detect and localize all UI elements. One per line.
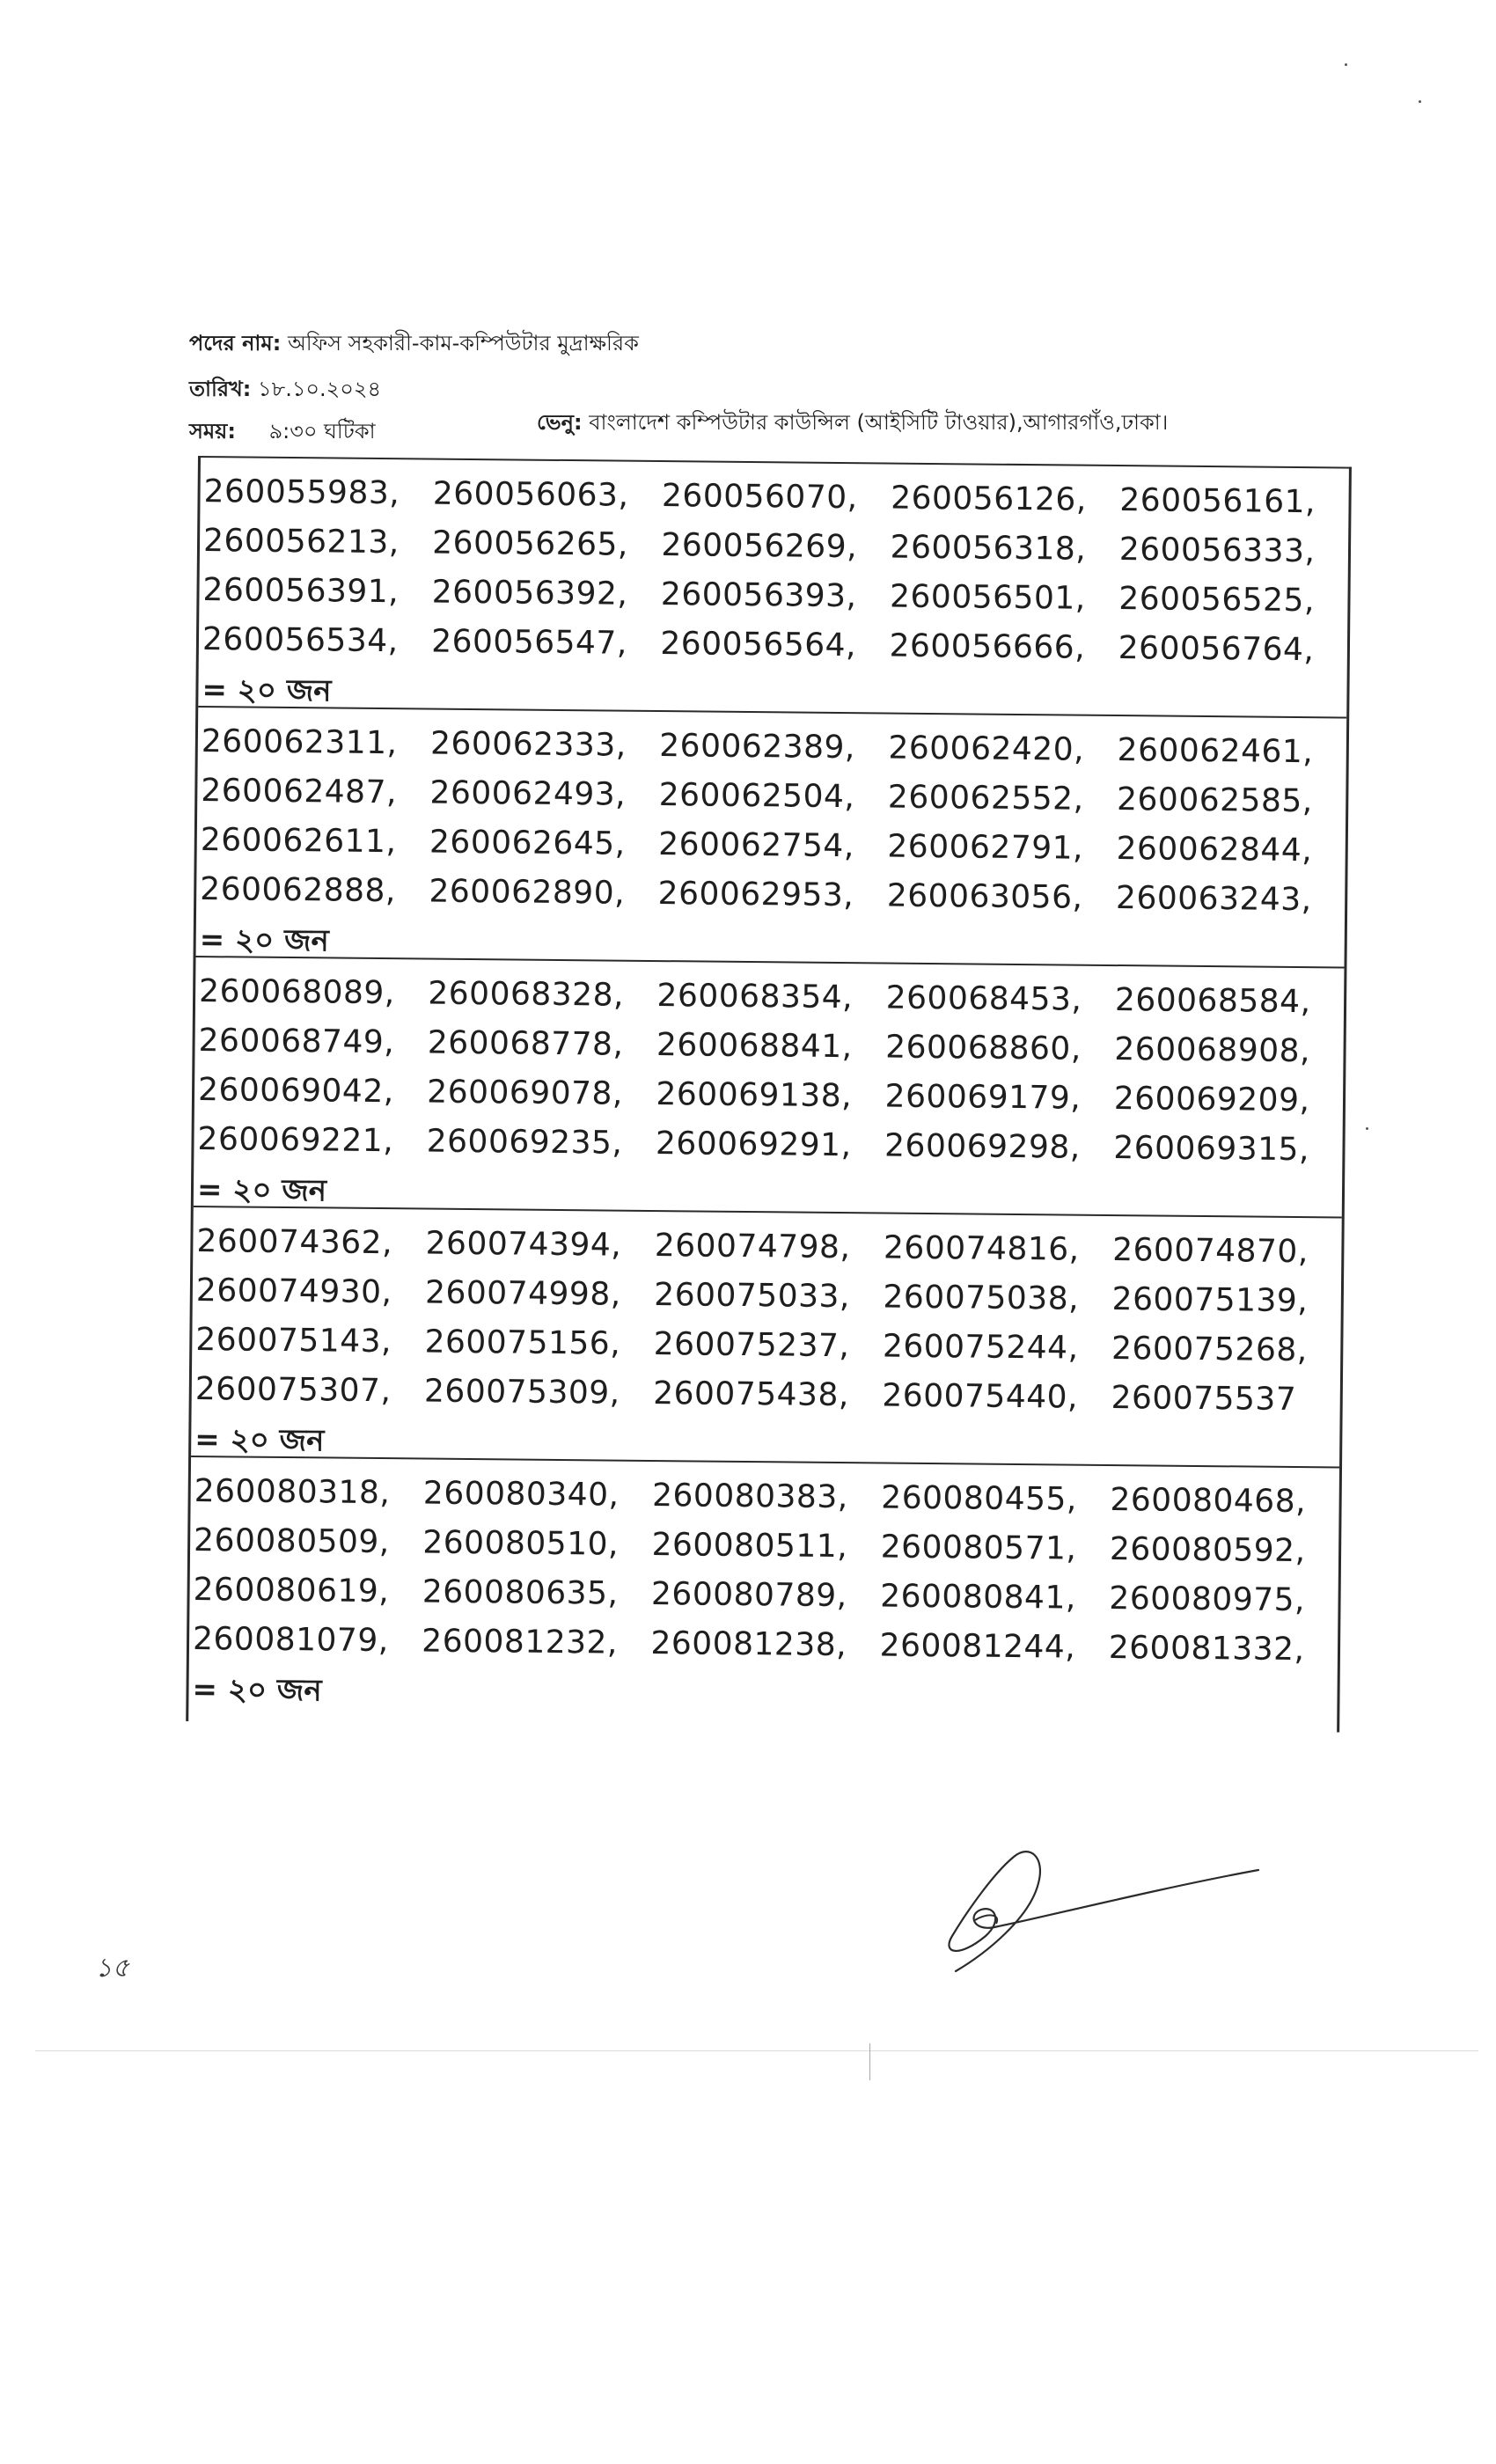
time-value: ৯:৩০ ঘটিকা (268, 419, 376, 444)
roll-number: 260069078, (427, 1074, 624, 1112)
roll-number: 260068328, (428, 975, 625, 1014)
roll-number: 260056126, (890, 480, 1087, 518)
roll-number: 260080510, (422, 1524, 620, 1563)
roll-number: 260081332, (1108, 1629, 1305, 1668)
roll-group (196, 708, 1347, 969)
roll-number: 260069298, (884, 1127, 1081, 1166)
roll-number: 260080509, (193, 1522, 390, 1560)
roll-number: 260068584, (1114, 981, 1311, 1020)
roll-number: 260069042, (197, 1071, 394, 1110)
roll-number: 260075038, (883, 1279, 1080, 1317)
roll-number: 260075143, (195, 1321, 392, 1360)
roll-number: 260056501, (889, 578, 1086, 617)
roll-number: 260069291, (655, 1125, 852, 1163)
roll-number: 260062420, (888, 730, 1085, 768)
roll-number: 260056265, (432, 524, 629, 563)
roll-number: 260056534, (202, 620, 399, 659)
roll-number: 260068453, (885, 979, 1082, 1018)
roll-number: 260062791, (887, 828, 1084, 867)
roll-number: 260081232, (422, 1623, 619, 1661)
roll-number: 260056333, (1118, 531, 1316, 569)
roll-number: 260056564, (660, 625, 857, 664)
roll-number: 260081244, (879, 1626, 1076, 1666)
roll-number: 260056318, (890, 529, 1087, 568)
footer-divider (35, 2050, 1478, 2051)
roll-number: 260062389, (659, 727, 856, 766)
roll-number: 260080455, (881, 1479, 1078, 1518)
roll-number: 260080592, (1109, 1530, 1306, 1569)
roll-number: 260056525, (1118, 580, 1316, 619)
venue-value: বাংলাদেশ কম্পিউটার কাউন্সিল (আইসিটি টাওয়ার),আগারগাঁও,ঢাকা। (589, 410, 1169, 435)
roll-number: 260056269, (661, 526, 858, 565)
roll-number: 260081079, (192, 1620, 389, 1659)
roll-number: 260074362, (196, 1222, 393, 1261)
roll-number: 260075309, (423, 1373, 620, 1412)
roll-group (194, 957, 1345, 1219)
roll-number: 260068860, (885, 1029, 1082, 1067)
date-value: ১৮.১০.২০২৪ (258, 377, 382, 401)
roll-number: 260075438, (653, 1375, 849, 1413)
venue-line (537, 407, 1168, 442)
roll-number: 260068089, (198, 972, 395, 1011)
roll-number: 260074798, (654, 1227, 851, 1265)
time-line (189, 415, 376, 451)
roll-number: 260056764, (1118, 629, 1315, 668)
roll-number: 260074998, (424, 1274, 621, 1313)
roll-number: 260080571, (880, 1529, 1077, 1567)
roll-number: 260075033, (654, 1276, 851, 1315)
roll-row (193, 1614, 1338, 1674)
group-total: = ২০ জন (202, 672, 332, 709)
roll-number: 260081238, (650, 1624, 847, 1663)
group-total: = ২০ জন (196, 1172, 327, 1209)
group-total: = ২০ জন (194, 1422, 325, 1459)
roll-number: 260080318, (194, 1472, 391, 1511)
roll-number: 260080340, (422, 1475, 620, 1514)
group-total: = ২০ জন (192, 1672, 322, 1709)
roll-number: 260080468, (1110, 1481, 1307, 1520)
roll-number: 260056393, (660, 576, 857, 614)
date-line (189, 373, 381, 408)
scan-speck (1419, 100, 1421, 103)
roll-number: 260056392, (431, 574, 628, 612)
roll-number: 260080975, (1109, 1580, 1306, 1618)
roll-number: 260075237, (653, 1325, 850, 1364)
roll-number: 260062585, (1116, 781, 1313, 819)
roll-number: 260062552, (887, 779, 1084, 818)
roll-number: 260068908, (1114, 1030, 1311, 1069)
post-name-label: পদের নাম: (189, 331, 282, 356)
roll-number: 260074870, (1112, 1231, 1309, 1270)
time-label: সময়: (189, 419, 236, 444)
post-name-value: অফিস সহকারী-কাম-কম্পিউটার মুদ্রাক্ষরিক (287, 331, 639, 356)
page-number: ১৫ (95, 1953, 129, 1984)
roll-number-table (186, 456, 1352, 1733)
date-label: তারিখ: (189, 377, 252, 401)
roll-row (195, 1364, 1340, 1424)
roll-number: 260074930, (195, 1272, 392, 1310)
roll-number: 260068841, (656, 1026, 853, 1065)
roll-number: 260069315, (1113, 1129, 1310, 1168)
roll-row (200, 864, 1345, 924)
group-total: = ২০ জন (199, 922, 329, 959)
roll-row (197, 1114, 1342, 1174)
roll-number: 260075156, (424, 1324, 621, 1362)
roll-number: 260075268, (1111, 1330, 1308, 1368)
roll-number: 260056070, (661, 477, 858, 516)
roll-number: 260069209, (1113, 1080, 1310, 1118)
roll-number: 260080841, (880, 1578, 1076, 1617)
roll-group (191, 1207, 1342, 1469)
roll-number: 260062888, (200, 870, 397, 909)
roll-group (198, 458, 1349, 719)
roll-number: 260062311, (201, 722, 398, 761)
roll-number: 260062504, (658, 776, 855, 815)
roll-number: 260056161, (1119, 481, 1316, 520)
roll-number: 260063056, (886, 877, 1083, 916)
roll-number: 260075440, (882, 1377, 1079, 1416)
roll-number: 260062645, (429, 824, 626, 862)
scan-speck (1345, 63, 1347, 66)
roll-number: 260080619, (193, 1571, 390, 1610)
roll-number: 260068749, (198, 1022, 395, 1060)
roll-number: 260062844, (1116, 830, 1313, 869)
venue-label: ভেনু: (537, 410, 583, 435)
roll-number: 260069221, (197, 1120, 394, 1159)
roll-number: 260062487, (201, 772, 398, 810)
roll-number: 260075537 (1111, 1379, 1297, 1418)
roll-number: 260069179, (884, 1078, 1082, 1117)
roll-number: 260068778, (427, 1024, 624, 1063)
roll-number: 260056063, (432, 475, 629, 514)
roll-number: 260056213, (202, 522, 400, 561)
roll-number: 260069235, (426, 1123, 623, 1162)
roll-number: 260062461, (1117, 731, 1314, 770)
roll-number: 260080383, (651, 1477, 848, 1515)
roll-number: 260068354, (656, 977, 854, 1016)
roll-number: 260075307, (194, 1370, 392, 1409)
roll-number: 260075244, (882, 1328, 1079, 1367)
roll-number: 260062890, (429, 873, 626, 912)
roll-number: 260056391, (202, 571, 400, 610)
roll-number: 260062611, (200, 821, 397, 860)
signature (933, 1822, 1267, 1980)
roll-number: 260062754, (657, 825, 854, 864)
roll-number: 260074816, (883, 1229, 1080, 1268)
roll-number: 260080511, (651, 1526, 848, 1565)
roll-number: 260069138, (656, 1075, 853, 1114)
roll-number: 260075139, (1111, 1280, 1309, 1319)
scan-speck (1366, 1127, 1368, 1130)
roll-number: 260062333, (429, 725, 627, 764)
roll-row (202, 614, 1347, 674)
post-name-line (189, 327, 639, 363)
roll-group (188, 1457, 1339, 1733)
roll-number: 260074394, (425, 1225, 622, 1264)
roll-number: 260063243, (1115, 879, 1312, 918)
footer-tick-mark (869, 2043, 870, 2080)
roll-number: 260056547, (430, 623, 627, 662)
roll-number: 260055983, (203, 473, 400, 511)
roll-number: 260062953, (657, 875, 854, 913)
roll-number: 260062493, (429, 774, 627, 813)
roll-number: 260080635, (422, 1573, 619, 1612)
roll-number: 260056666, (889, 627, 1086, 666)
roll-number: 260080789, (650, 1575, 847, 1614)
